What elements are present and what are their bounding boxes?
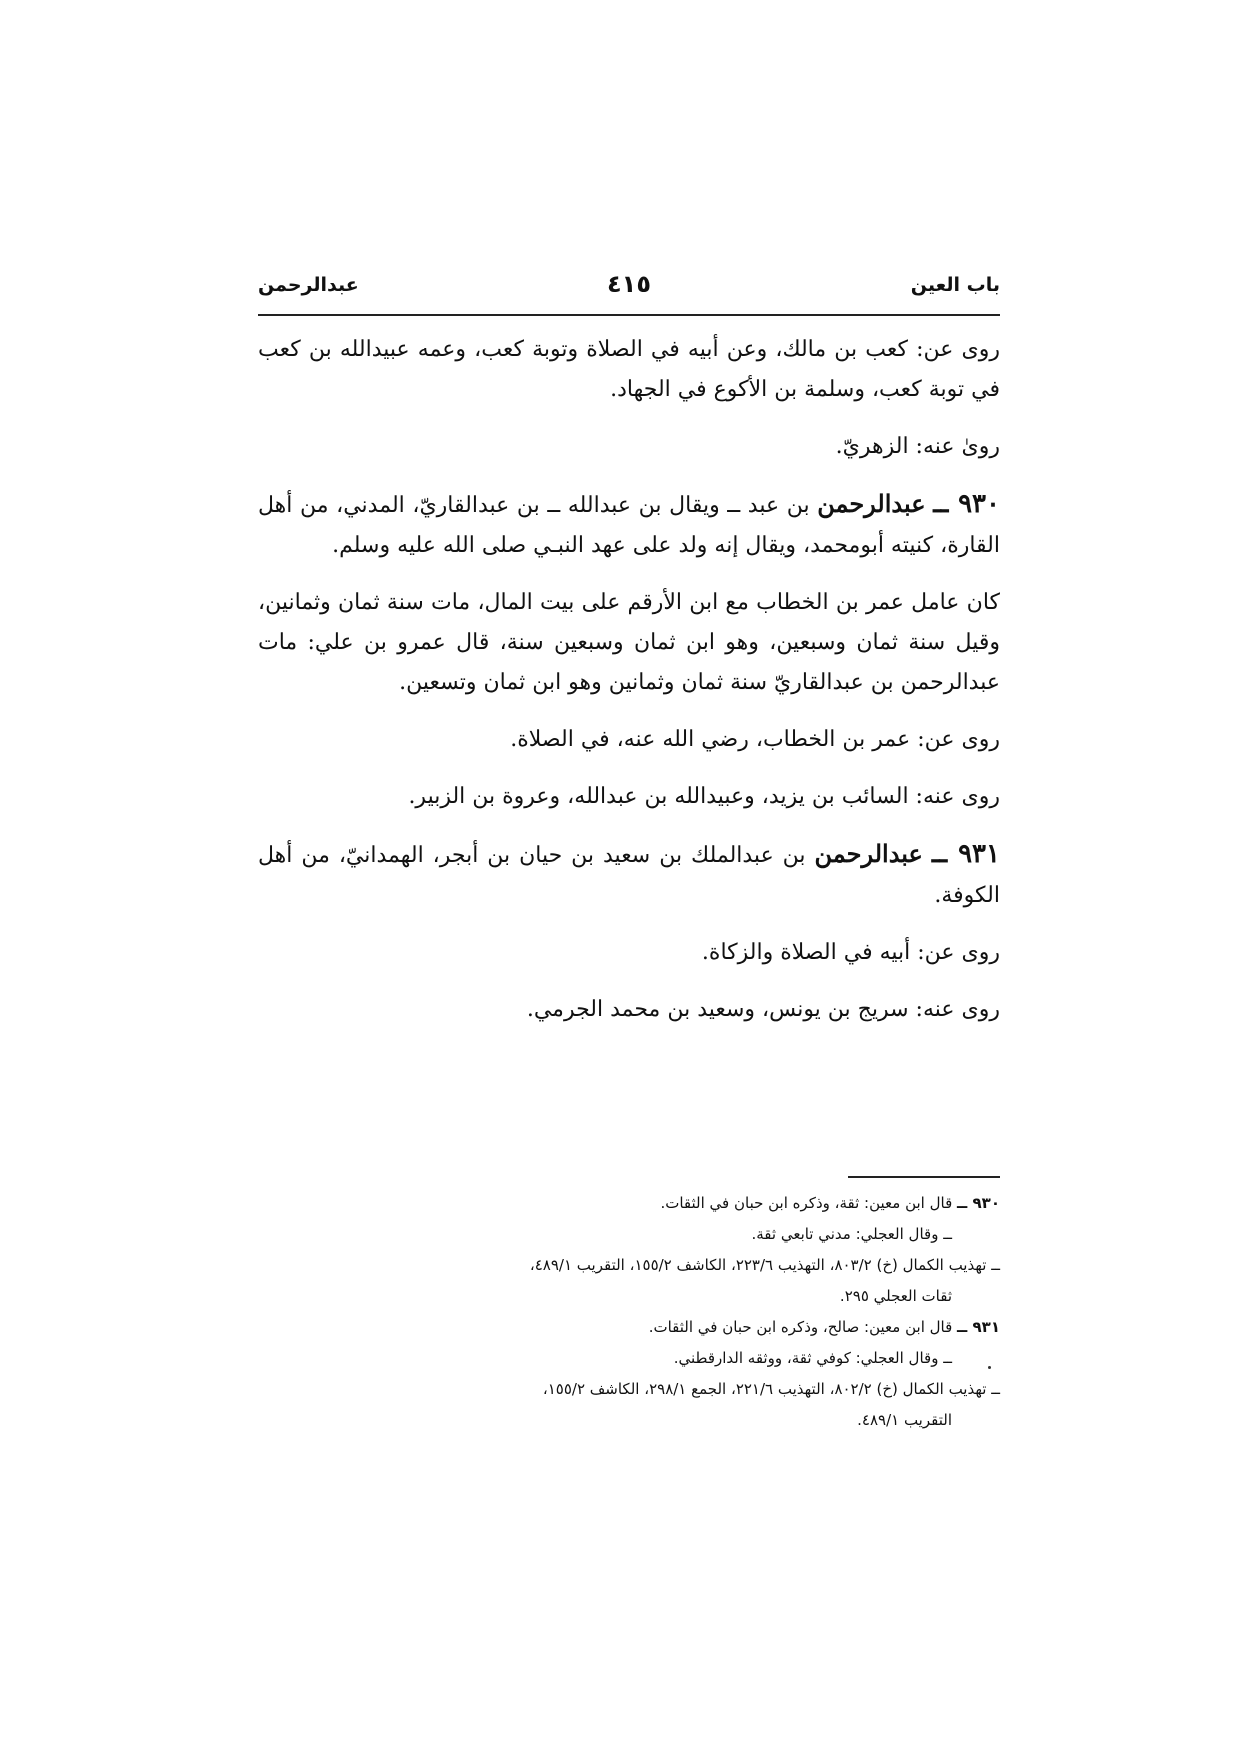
main-text [258, 330, 1000, 1047]
paragraph-narrated-by: روىٰ عنه: الزهريّ. [835, 434, 1000, 459]
entry-text: بن عبدالملك بن سعيد بن حيان بن أبجر، الهمدانيّ، من أهل الكوفة. [258, 843, 1000, 908]
footnote-text: قال ابن معين: صالح، وذكره ابن حبان في الثقات. [648, 1318, 953, 1336]
footnote-line: ــ تهذيب الكمال (خ) ٨٠٢/٢، التهذيب ٢٢١/٦، الجمع ٢٩٨/١، الكاشف ١٥٥/٢، [542, 1380, 1000, 1398]
entry-name: عبدالرحمن [817, 489, 926, 518]
footnote-number: ٩٣٠ ــ [957, 1194, 1000, 1212]
footnote-divider [848, 1176, 1000, 1178]
paragraph-narrated-by: روى عنه: سريج بن يونس، وسعيد بن محمد الجرمي. [526, 997, 1000, 1022]
section-title: باب العين [910, 274, 1000, 296]
entry-930 [258, 484, 1000, 566]
paragraph-narrators-from: روى عن: عمر بن الخطاب، رضي الله عنه، في الصلاة. [510, 727, 1000, 752]
running-title: عبدالرحمن [258, 274, 359, 296]
paragraph-narrators-from: روى عن: كعب بن مالك، وعن أبيه في الصلاة وتوبة كعب، وعمه عبيدالله بن كعب في توبة كعب، وسلمة بن الأكوع في الجهاد. [258, 337, 1000, 402]
header-divider [258, 314, 1000, 316]
footnote-line: ــ وقال العجلي: مدني تابعي ثقة. [751, 1225, 952, 1243]
entry-number: ٩٣١ ــ [931, 839, 1000, 869]
entry-text: بن عبد ــ ويقال بن عبدالله ــ بن عبدالقاريّ، المدني، من أهل القارة، كنيته أبومحمد، ويقال إنه ولد على عهد النبـي صلى الله عليه وسلم. [258, 493, 1000, 558]
footnotes [238, 1188, 1000, 1436]
paragraph-biography: كان عامل عمر بن الخطاب مع ابن الأرقم على بيت المال، مات سنة ثمان وثمانين، وقيل سنة ثمان وسبعين، وهو ابن ثمان وسبعين سنة، قال عمرو بن علي: مات عبدالرحمن بن عبدالقاريّ سنة ثمان وثمانين وهو ابن ثمان وتسعين. [258, 590, 1000, 695]
footnote-line: ثقات العجلي ٢٩٥. [839, 1287, 952, 1305]
entry-931 [258, 834, 1000, 916]
footnote-line: التقريب ٤٨٩/١. [857, 1411, 952, 1429]
footnote-line: ــ وقال العجلي: كوفي ثقة، ووثقه الدارقطني. [673, 1349, 952, 1367]
page-number: ٤١٥ [607, 270, 651, 298]
footnote-line: ــ تهذيب الكمال (خ) ٨٠٣/٢، التهذيب ٢٢٣/٦، الكاشف ١٥٥/٢، التقريب ٤٨٩/١، [529, 1256, 1000, 1274]
footnote-line [238, 1188, 1000, 1219]
paragraph-narrated-by: روى عنه: السائب بن يزيد، وعبيدالله بن عبدالله، وعروة بن الزبير. [408, 784, 1000, 809]
entry-name: عبدالرحمن [814, 839, 923, 868]
footnote-line [238, 1312, 1000, 1343]
scan-speck [988, 1366, 991, 1369]
paragraph-narrators-from: روى عن: أبيه في الصلاة والزكاة. [701, 940, 1000, 965]
footnote-text: قال ابن معين: ثقة، وذكره ابن حبان في الثقات. [660, 1194, 953, 1212]
footnote-number: ٩٣١ ــ [957, 1318, 1000, 1336]
entry-number: ٩٣٠ ــ [933, 489, 1000, 519]
page-header [258, 270, 1000, 314]
